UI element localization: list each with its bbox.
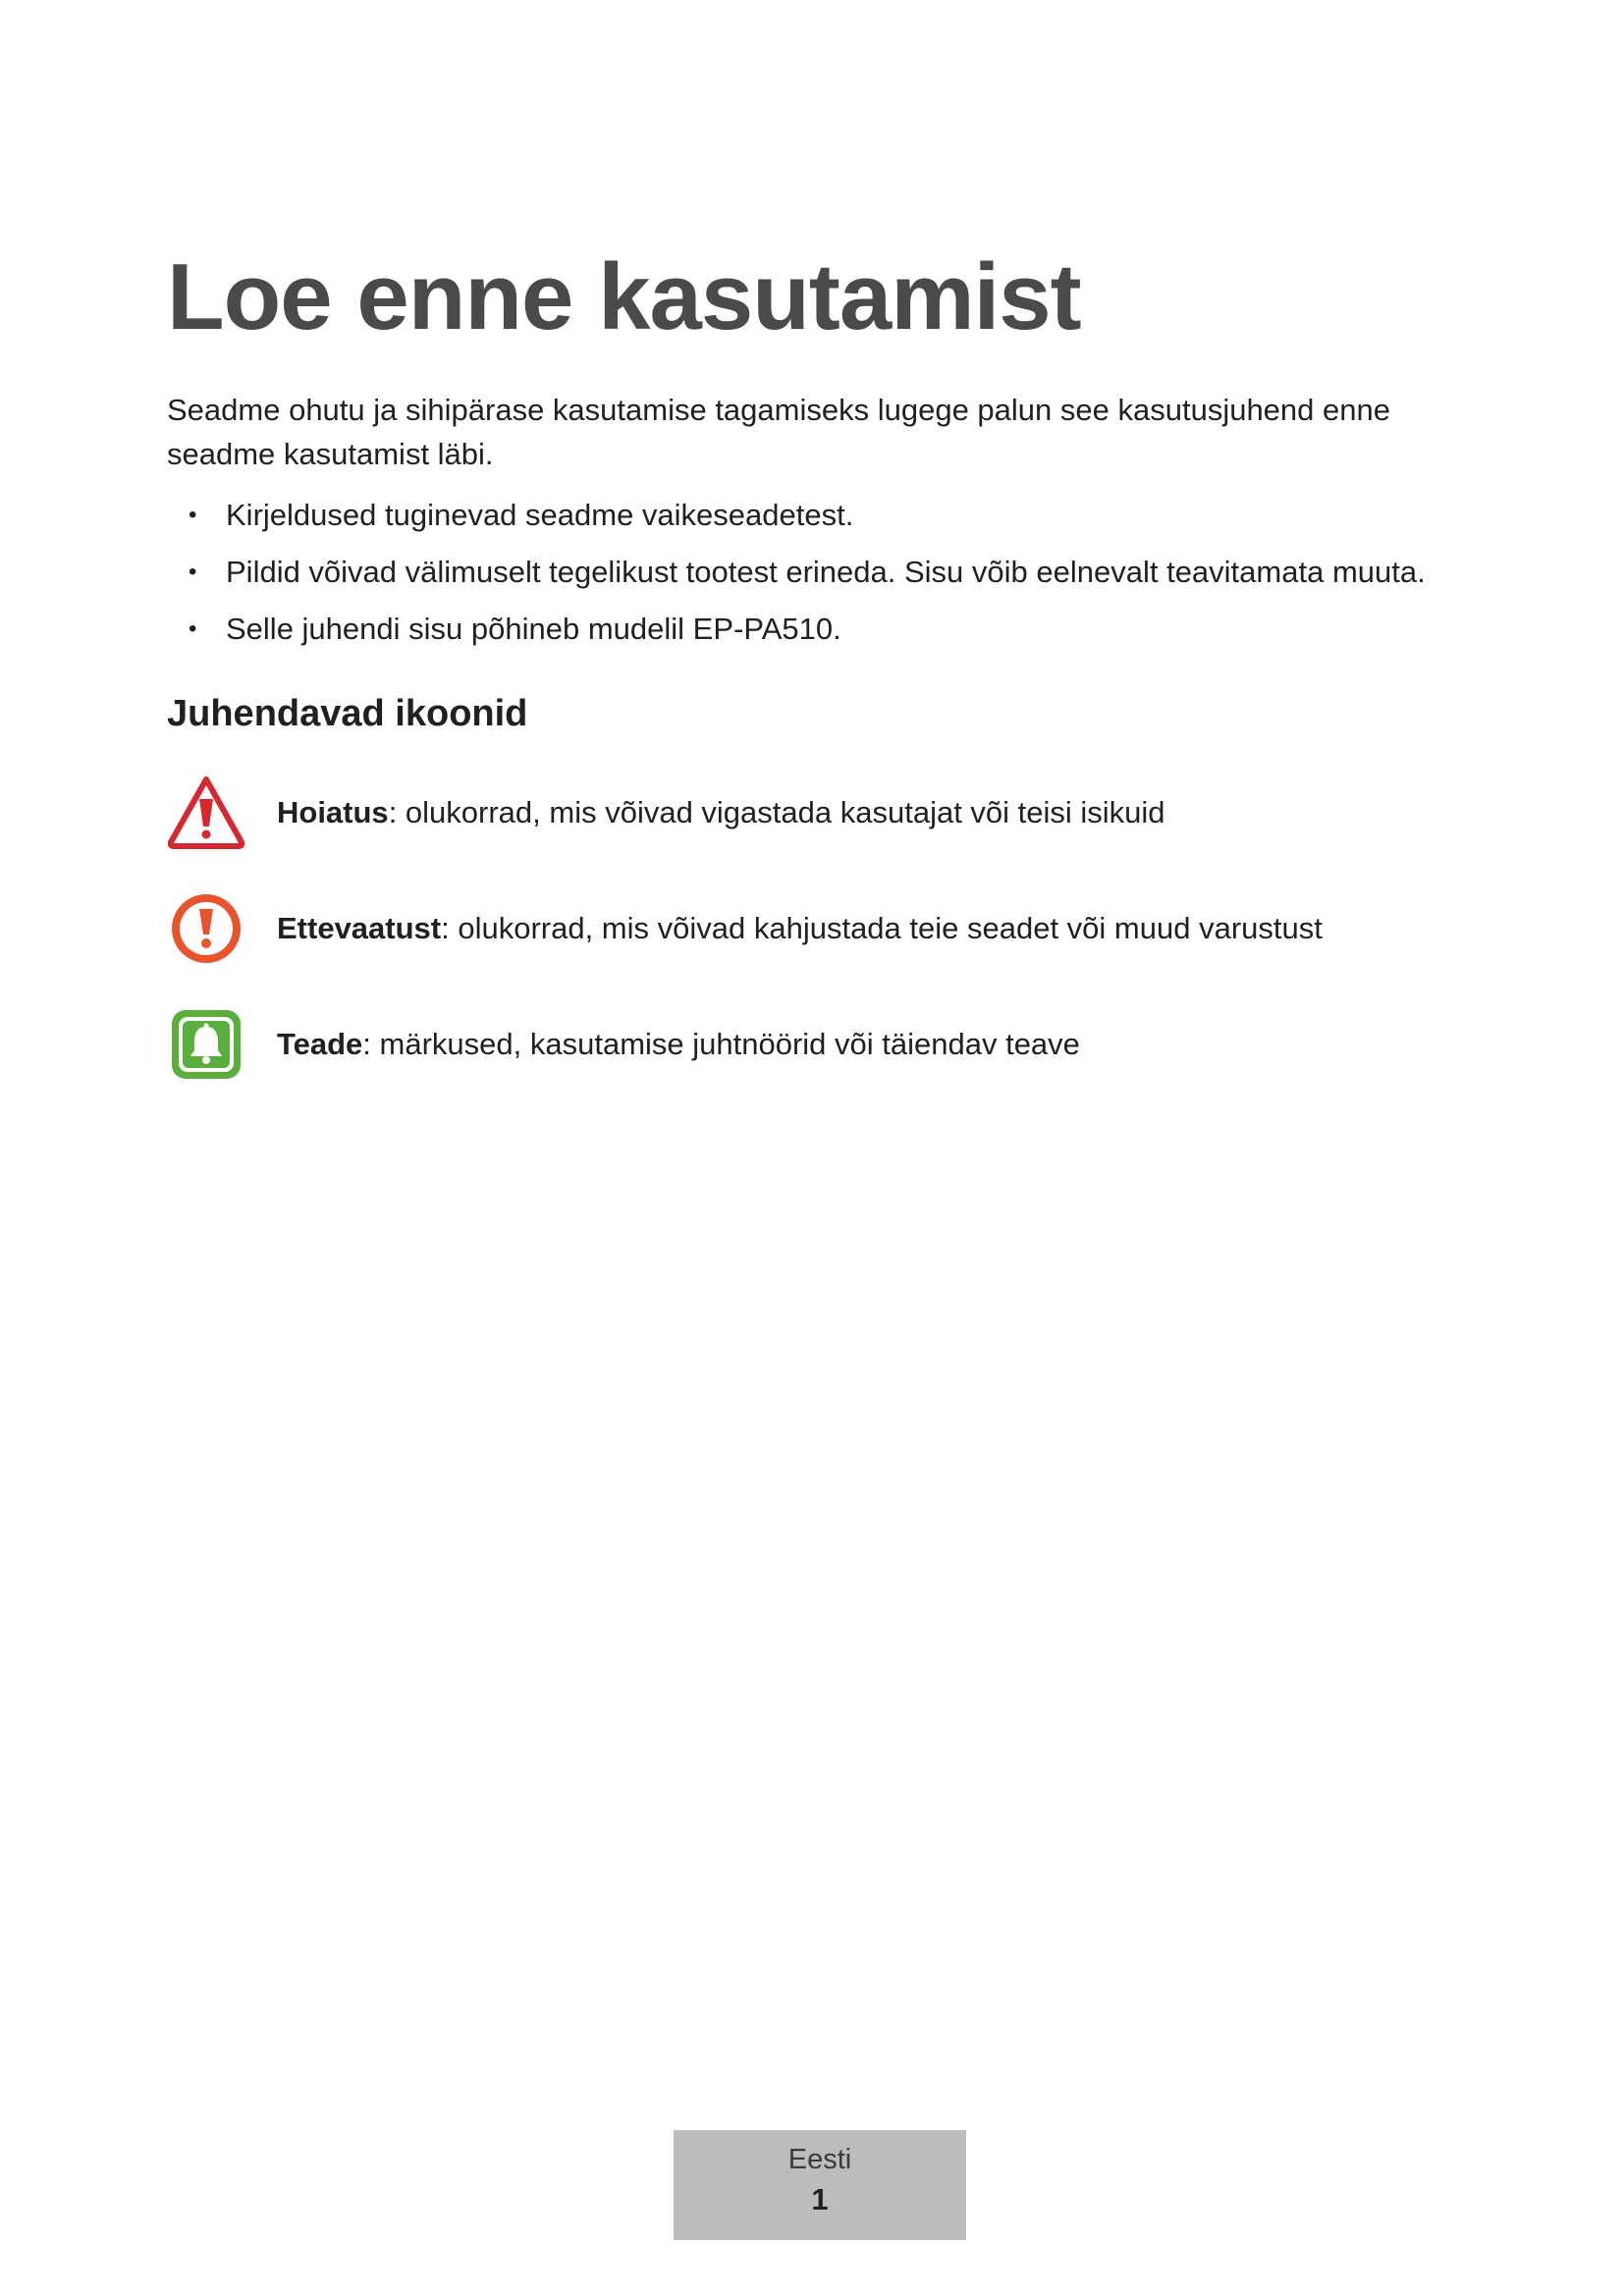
legend-description: : olukorrad, mis võivad kahjustada teie seadet või muud varustust [441, 911, 1323, 945]
legend-term: Ettevaatust [277, 911, 442, 945]
footer-language: Eesti [787, 2144, 852, 2175]
caution-exclamation-icon [167, 889, 245, 968]
bullet-icon: • [189, 502, 197, 528]
bullet-icon: • [189, 615, 197, 642]
legend-caution-text [277, 906, 1323, 950]
section-heading: Juhendavad ikoonid [167, 693, 528, 734]
notes-list [167, 493, 1473, 664]
bullet-icon: • [189, 559, 197, 585]
list-item [167, 493, 1473, 537]
legend-warning-text [277, 790, 1165, 834]
page-title: Loe enne kasutamist [167, 244, 1081, 349]
legend-description: : märkused, kasutamise juhtnöörid või täiendav teave [362, 1027, 1080, 1061]
intro-paragraph: Seadme ohutu ja sihipärase kasutamise tagamiseks lugege palun see kasutusjuhend enne seadme kasutamist läbi. [167, 393, 1390, 471]
legend-row-warning [167, 774, 1443, 852]
legend-row-notice [167, 1005, 1443, 1084]
page-number: 1 [811, 2182, 829, 2216]
list-item-text: Selle juhendi sisu põhineb mudelil EP-PA510. [226, 612, 841, 646]
legend-notice-text [277, 1022, 1080, 1066]
legend-description: : olukorrad, mis võivad vigastada kasutajat või teisi isikuid [388, 795, 1165, 829]
legend-term: Teade [277, 1027, 363, 1061]
page-footer [674, 2130, 966, 2240]
list-item [167, 550, 1473, 594]
list-item-text: Pildid võivad välimuselt tegelikust tootest erineda. Sisu võib eelnevalt teavitamata muuta. [226, 555, 1426, 589]
list-item [167, 607, 1473, 651]
list-item-text: Kirjeldused tuginevad seadme vaikeseadetest. [226, 498, 854, 532]
legend-row-caution [167, 889, 1443, 968]
legend-term: Hoiatus [277, 795, 389, 829]
warning-triangle-icon [167, 774, 245, 852]
notice-bell-icon [167, 1005, 245, 1084]
